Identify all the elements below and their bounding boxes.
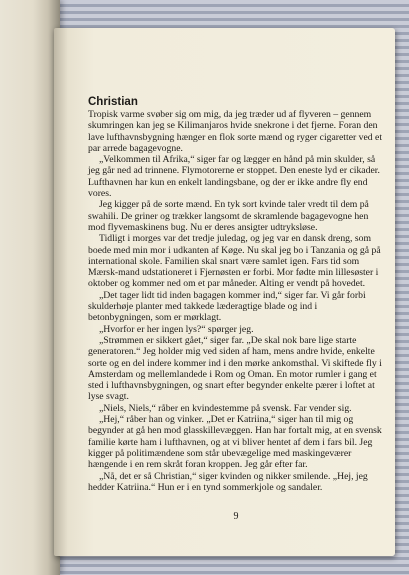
page-text xyxy=(88,95,384,493)
paragraph: Tropisk varme svøber sig om mig, da jeg træder ud af flyveren – gennem skumringen kan jeg se Kilimanjaros hvide snekrone i det fjerne. Foran den lave lufthavnsbygning hænger en flok sorte mænd og ryger cigaretter ved et par arrede bagagevogne. xyxy=(88,109,383,154)
paragraph: „Det tager lidt tid inden bagagen kommer ind,“ siger far. Vi går forbi skulderhøje planter med takkede læderagtige blade og ind i betonbygningen, som er mørklagt. xyxy=(88,289,366,324)
paragraph: „Strømmen er sikkert gået,“ siger far. „De skal nok bare lige starte generatoren.“ Jeg holder mig ved siden af ham, mens andre hvide, enkelte sorte og en del indere kommer ind i den mørke ankomsthal. Vi skiftede fly i Amsterdam og mellemlandede i Rom og Oman. En motor rumler i gang et sted i lufthavnsbygningen, og snart efter begynder enkelte pærer i loftet at lyse svagt. xyxy=(88,334,382,403)
paragraph: „Niels, Niels,“ råber en kvindestemme på svensk. Far vender sig. xyxy=(99,402,352,414)
paragraph: „Hvorfor er her ingen lys?“ spørger jeg. xyxy=(99,323,254,335)
page-number: 9 xyxy=(233,511,239,522)
paragraph: „Velkommen til Afrika,“ siger far og lægger en hånd på min skulder, så jeg går ned ad trinnene. Flymotorerne er stoppet. Den eneste lyd er cikader. Lufthavnen har kun en enkelt landingsbane, og der er ikke andre fly end vores. xyxy=(88,154,380,200)
book-left-page xyxy=(0,0,60,575)
paragraph: Jeg kigger på de sorte mænd. En tyk sort kvinde taler vredt til dem på swahili. De griner og trækker langsomt de skramlende bagagevogne hen mod flyvemaskinens bug. Nu er deres ansigter udtryksløse. xyxy=(88,199,369,233)
paragraph: Tidligt i morges var det tredje juledag, og jeg var en dansk dreng, som boede med min mor i udkanten af Køge. Nu skal jeg bo i Tanzania og gå på international skole. Familien skal snart være samlet igen. Fars tid som Mærsk-mand udstationeret i Fjernøsten er forbi. Mor fødte min lillesøster i oktober og kommer ned om et par måneder. Alting er vendt på hovedet. xyxy=(88,233,381,290)
paragraph: „Hej,“ råber han og vinker. „Det er Katriina,“ siger han til mig og begynder at gå hen mod glasskillevæggen. Han har fortalt mig, at en svensk familie kørte ham i lufthavnen, og at vi bliver hentet af dem i fars bil. Jeg kigger på politimændene som står ubevægelige med maskingeværer hængende i en rem skråt foran kroppen. Jeg går efter far. xyxy=(88,414,382,471)
paragraph: „Nå, det er så Christian,“ siger kvinden og nikker smilende. „Hej, jeg hedder Katriina.“ Hun er i en tynd sommerkjole og sandaler. xyxy=(88,470,368,493)
chapter-title: Christian xyxy=(88,96,138,108)
